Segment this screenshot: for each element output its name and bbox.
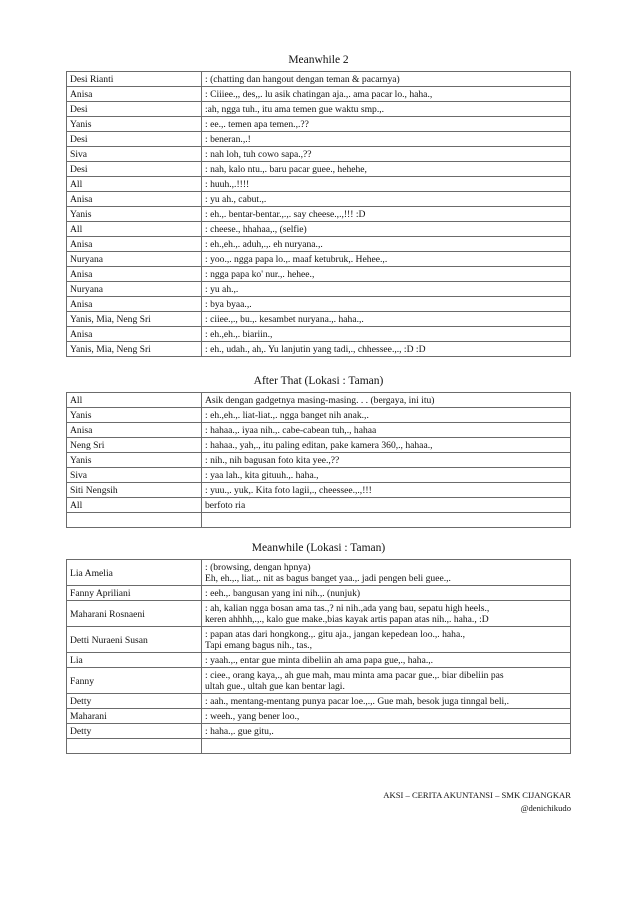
speaker-cell: Yanis: [67, 453, 202, 468]
scene-title: After That (Lokasi : Taman): [253, 375, 384, 387]
dialogue-text: : nih., nih bagusan foto kita yee.,??: [205, 455, 340, 466]
dialogue-cell: [202, 653, 571, 668]
dialogue-text: : ciee., orang kaya,., ah gue mah, mau minta ama pacar gue.,. biar dibeliin pas: [205, 670, 504, 681]
dialogue-table: [66, 559, 571, 754]
scene-meanwhile-2: [66, 52, 571, 357]
footer-handle: @denichikudo: [520, 803, 571, 813]
dialogue-cell: [202, 102, 571, 117]
dialogue-text: : hahaa., yah,., itu paling editan, pake kamera 360,., hahaa.,: [205, 440, 433, 451]
dialogue-text: : hahaa.,. iyaa nih.,. cabe-cabean tuh,., hahaa: [205, 425, 377, 436]
speaker-cell: All: [67, 498, 202, 513]
dialogue-text: : yu ah.,.: [205, 284, 239, 295]
dialogue-text: : ciiee.,., bu.,. kesambet nuryana.,. haha.,.: [205, 314, 364, 325]
speaker-cell: Yanis, Mia, Neng Sri: [67, 342, 202, 357]
dialogue-row: [67, 393, 571, 408]
speaker-cell: Yanis, Mia, Neng Sri: [67, 312, 202, 327]
dialogue-row: [67, 560, 571, 586]
speaker-cell: Maharani: [67, 709, 202, 724]
dialogue-cell: [202, 709, 571, 724]
dialogue-cell: [202, 72, 571, 87]
speaker-cell: Desi: [67, 132, 202, 147]
dialogue-cell: [202, 222, 571, 237]
dialogue-row: [67, 498, 571, 513]
dialogue-row: [67, 438, 571, 453]
dialogue-row: [67, 132, 571, 147]
dialogue-row: [67, 237, 571, 252]
dialogue-cell: [202, 627, 571, 653]
dialogue-row: [67, 282, 571, 297]
dialogue-row: [67, 87, 571, 102]
speaker-cell: Anisa: [67, 267, 202, 282]
speaker-cell: Lia Amelia: [67, 560, 202, 586]
dialogue-text: : yoo.,. ngga papa lo.,. maaf ketubruk,. Hehee.,.: [205, 254, 388, 265]
dialogue-row: [67, 222, 571, 237]
speaker-cell: Desi: [67, 162, 202, 177]
scene-meanwhile-taman: [66, 540, 571, 754]
dialogue-row: [67, 408, 571, 423]
dialogue-row: [67, 724, 571, 739]
speaker-cell: [67, 513, 202, 528]
dialogue-cell: [202, 694, 571, 709]
dialogue-cell: [202, 147, 571, 162]
dialogue-cell: [202, 453, 571, 468]
dialogue-cell: [202, 668, 571, 694]
speaker-cell: Siti Nengsih: [67, 483, 202, 498]
dialogue-cell: [202, 192, 571, 207]
dialogue-text-continued: keren ahhhh,.,., kalo gue make.,bias kayak artis papan atas nih.,. haha., :D: [205, 614, 489, 625]
dialogue-row: [67, 653, 571, 668]
dialogue-text: : cheese., hhahaa,., (selfie): [205, 224, 307, 235]
dialogue-cell: [202, 162, 571, 177]
speaker-cell: Desi Rianti: [67, 72, 202, 87]
dialogue-cell: [202, 282, 571, 297]
page-footer: [383, 789, 571, 815]
dialogue-row: [67, 162, 571, 177]
dialogue-row: [67, 739, 571, 754]
dialogue-cell: [202, 267, 571, 282]
dialogue-row: [67, 694, 571, 709]
dialogue-text: berfoto ria: [205, 500, 246, 511]
dialogue-cell: [202, 739, 571, 754]
dialogue-text: : (browsing, dengan hpnya): [205, 562, 311, 573]
speaker-cell: Anisa: [67, 423, 202, 438]
dialogue-text: : yuu.,. yuk,. Kita foto lagii,., cheessee.,.,!!!: [205, 485, 372, 496]
dialogue-row: [67, 513, 571, 528]
dialogue-cell: [202, 312, 571, 327]
dialogue-cell: [202, 498, 571, 513]
dialogue-cell: [202, 132, 571, 147]
speaker-cell: Anisa: [67, 192, 202, 207]
dialogue-row: [67, 601, 571, 627]
dialogue-text: : eh., udah., ah,. Yu lanjutin yang tadi,., chhessee.,., :D :D: [205, 344, 426, 355]
dialogue-row: [67, 627, 571, 653]
dialogue-row: [67, 147, 571, 162]
dialogue-text: :ah, ngga tuh., itu ama temen gue waktu smp.,.: [205, 104, 385, 115]
speaker-cell: Anisa: [67, 327, 202, 342]
dialogue-text-continued: Eh, eh.,., liat.,. nit as bagus banget yaa.,. jadi pengen beli guee.,.: [205, 573, 451, 584]
dialogue-row: [67, 453, 571, 468]
speaker-cell: Detty: [67, 724, 202, 739]
speaker-cell: Detty: [67, 694, 202, 709]
dialogue-text: : papan atas dari hongkong.,. gitu aja., jangan kepedean loo.,. haha.,: [205, 629, 466, 640]
dialogue-cell: [202, 117, 571, 132]
dialogue-text: : eh.,. bentar-bentar.,.,. say cheese.,.,!!! :D: [205, 209, 366, 220]
dialogue-text: : ngga papa ko' nur.,. hehee.,: [205, 269, 315, 280]
dialogue-cell: [202, 207, 571, 222]
dialogue-cell: [202, 297, 571, 312]
speaker-cell: Anisa: [67, 87, 202, 102]
dialogue-text: : nah loh, tuh cowo sapa.,??: [205, 149, 312, 160]
dialogue-text: Asik dengan gadgetnya masing-masing. . . (bergaya, ini itu): [205, 395, 435, 406]
speaker-cell: Lia: [67, 653, 202, 668]
dialogue-text: : yaa lah., kita gituuh.,. haha.,: [205, 470, 319, 481]
dialogue-row: [67, 312, 571, 327]
dialogue-text: : ah, kalian ngga bosan ama tas.,? ni nih.,ada yang bau, sepatu high heels.,: [205, 603, 490, 614]
dialogue-cell: [202, 483, 571, 498]
dialogue-cell: [202, 438, 571, 453]
dialogue-row: [67, 192, 571, 207]
dialogue-cell: [202, 423, 571, 438]
speaker-cell: Detti Nuraeni Susan: [67, 627, 202, 653]
speaker-cell: Yanis: [67, 207, 202, 222]
speaker-cell: All: [67, 222, 202, 237]
dialogue-text-continued: Tapi emang bagus nih., tas.,: [205, 640, 312, 651]
dialogue-cell: [202, 87, 571, 102]
dialogue-cell: [202, 237, 571, 252]
speaker-cell: Nuryana: [67, 252, 202, 267]
speaker-cell: Desi: [67, 102, 202, 117]
dialogue-row: [67, 468, 571, 483]
dialogue-text: : (chatting dan hangout dengan teman & pacarnya): [205, 74, 400, 85]
dialogue-cell: [202, 177, 571, 192]
scene-title: Meanwhile (Lokasi : Taman): [251, 542, 386, 554]
dialogue-text: : eh.,eh.,. biariin.,: [205, 329, 273, 340]
dialogue-text: : eeh.,. bangusan yang ini nih.,. (nunjuk): [205, 588, 361, 599]
dialogue-row: [67, 117, 571, 132]
dialogue-row: [67, 342, 571, 357]
speaker-cell: Anisa: [67, 297, 202, 312]
dialogue-cell: [202, 468, 571, 483]
dialogue-text: : aah., mentang-mentang punya pacar loe.,.,. Gue mah, besok juga tinngal beli,.: [205, 696, 509, 707]
dialogue-text: : ee.,. temen apa temen.,.??: [205, 119, 309, 130]
dialogue-cell: [202, 586, 571, 601]
speaker-cell: Siva: [67, 147, 202, 162]
speaker-cell: Yanis: [67, 408, 202, 423]
dialogue-text: : bya byaa.,.: [205, 299, 252, 310]
footer-credit: AKSI – CERITA AKUNTANSI – SMK CIJANGKAR: [383, 790, 571, 800]
speaker-cell: All: [67, 177, 202, 192]
dialogue-text: : yaah.,., entar gue minta dibeliin ah ama papa gue,., haha.,.: [205, 655, 434, 666]
dialogue-row: [67, 327, 571, 342]
dialogue-cell: [202, 342, 571, 357]
dialogue-text: : weeh., yang bener loo.,: [205, 711, 300, 722]
dialogue-text: : haha.,. gue gitu,.: [205, 726, 274, 737]
dialogue-row: [67, 709, 571, 724]
speaker-cell: Anisa: [67, 237, 202, 252]
dialogue-row: [67, 102, 571, 117]
speaker-cell: Nuryana: [67, 282, 202, 297]
speaker-cell: Maharani Rosnaeni: [67, 601, 202, 627]
dialogue-row: [67, 207, 571, 222]
dialogue-row: [67, 423, 571, 438]
dialogue-cell: [202, 724, 571, 739]
speaker-cell: Siva: [67, 468, 202, 483]
dialogue-cell: [202, 393, 571, 408]
dialogue-cell: [202, 513, 571, 528]
dialogue-row: [67, 177, 571, 192]
dialogue-text: : eh.,eh.,. aduh,.,. eh nuryana.,.: [205, 239, 323, 250]
dialogue-row: [67, 483, 571, 498]
dialogue-text: : beneran.,.!: [205, 134, 251, 145]
dialogue-row: [67, 297, 571, 312]
dialogue-row: [67, 267, 571, 282]
dialogue-cell: [202, 327, 571, 342]
scene-after-that: [66, 373, 571, 528]
speaker-cell: Fanny Apriliani: [67, 586, 202, 601]
dialogue-text: : yu ah., cabut.,.: [205, 194, 267, 205]
dialogue-row: [67, 668, 571, 694]
dialogue-table: [66, 71, 571, 357]
dialogue-table: [66, 392, 571, 528]
dialogue-cell: [202, 408, 571, 423]
dialogue-text: : Ciiiee.,, des,,. lu asik chatingan aja.,. ama pacar lo., haha.,: [205, 89, 433, 100]
dialogue-row: [67, 586, 571, 601]
dialogue-cell: [202, 560, 571, 586]
dialogue-text-continued: ultah gue., ultah gue kan bentar lagi.: [205, 681, 345, 692]
speaker-cell: Fanny: [67, 668, 202, 694]
speaker-cell: Yanis: [67, 117, 202, 132]
speaker-cell: All: [67, 393, 202, 408]
dialogue-text: : huuh.,.!!!!: [205, 179, 250, 190]
dialogue-text: : nah, kalo ntu.,. baru pacar guee., hehehe,: [205, 164, 367, 175]
speaker-cell: Neng Sri: [67, 438, 202, 453]
speaker-cell: [67, 739, 202, 754]
dialogue-cell: [202, 601, 571, 627]
scene-title: Meanwhile 2: [288, 54, 349, 66]
dialogue-row: [67, 252, 571, 267]
dialogue-cell: [202, 252, 571, 267]
dialogue-row: [67, 72, 571, 87]
dialogue-text: : eh.,eh.,. liat-liat.,. ngga banget nih anak.,.: [205, 410, 369, 421]
